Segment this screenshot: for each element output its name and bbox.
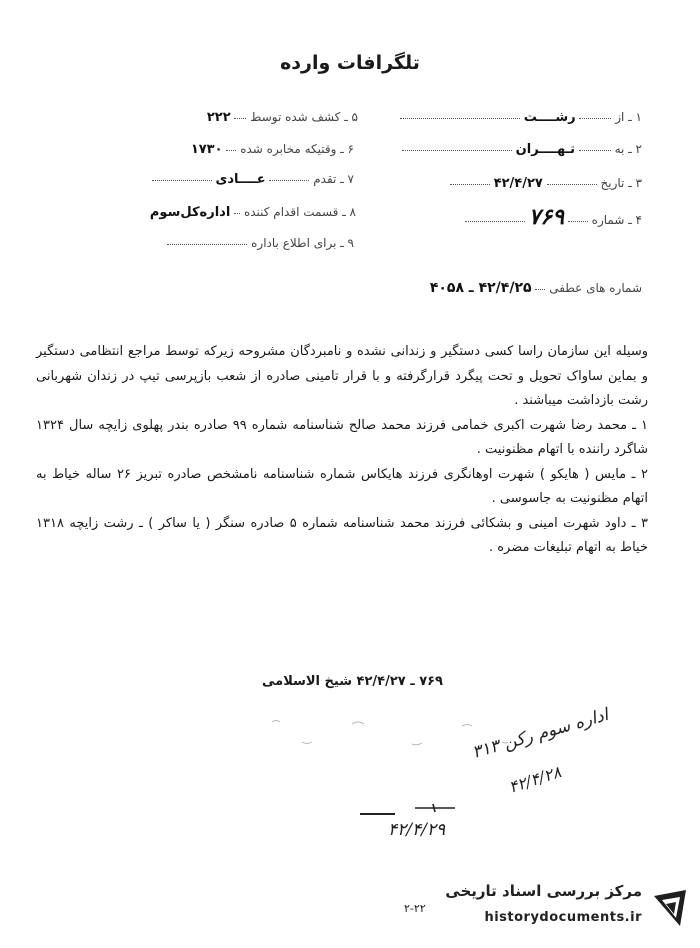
field-action-dept (76, 205, 356, 220)
field-date-value: ۴۲/۴/۲۷ (493, 176, 543, 191)
body-item-1: ۱ ـ محمد رضا شهرت اکبری خمامی فرزند محمد صالح شناسنامه شماره ۹۹ صادره بندر پهلوی زایچه سال ۱۳۲۴ شاگرد راننده با اتهام مظنونیت . (36, 417, 648, 457)
archive-logo-icon (646, 886, 694, 934)
field-priority (94, 172, 354, 187)
reference-label: شماره های عطفی (549, 281, 642, 295)
reference-numbers (322, 280, 642, 296)
field-from (402, 110, 642, 125)
document-title: تلگرافات وارده (280, 52, 420, 74)
field-priority-value: عــــادی (215, 172, 266, 187)
field-sent-time (94, 142, 354, 157)
body-item-3: ۳ ـ داود شهرت امینی و بشکائی فرزند محمد شناسنامه شماره ۵ صادره سنگر ( یا ساکر ) ـ رشت زایچه ۱۳۱۸ خیاط به اتهام تبلیغات مضره . (36, 515, 649, 555)
body-item-2: ۲ ـ مایس ( هایکو ) شهرت اوهانگری فرزند هایکاس شماره شناسنامه نامشخص صادره تبریز ۲۶ ساله خیاط به اتهام مظنونیت به جاسوسی . (36, 466, 648, 506)
watermark (404, 878, 696, 942)
field-date-label: ۳ ـ تاریخ (600, 176, 642, 190)
field-number-label: ۴ ـ شماره (591, 213, 642, 227)
field-decoded-by-value: ۲۲۲ (206, 110, 231, 125)
field-priority-label: ۷ ـ تقدم (313, 172, 354, 186)
body-intro: وسیله این سازمان راسا کسی دستگیر و زندانی نشده و نامبردگان مشروحه زیرکه توسط مراجع انتظامی دستگیر و بماین ساواک تحویل و تحت پیگرد قرارگرفته و با قرار تامینی صادره از شعب بازپرسی تیپ در زندان شهربانی رشت بازداشت میباشند . (36, 344, 648, 408)
field-action-dept-value: اداره‌کل‌سوم (149, 205, 231, 220)
watermark-url: historydocuments.ir (484, 910, 642, 925)
reference-value: ۴۲/۴/۲۵ ـ ۴۰۵۸ (429, 280, 532, 296)
handwritten-date-1: ۴۲/۴/۲۸ (506, 762, 564, 797)
field-to (402, 142, 642, 157)
field-number (392, 204, 642, 230)
watermark-page-number: ۲-۲۲ (404, 902, 426, 915)
signature-line: ۷۶۹ ـ ۴۲/۴/۲۷ شیخ الاسلامی (262, 674, 443, 689)
field-sent-time-value: ۱۷۳۰ (190, 142, 223, 157)
field-from-label: ۱ ـ از (615, 110, 642, 124)
field-date (392, 176, 642, 191)
field-to-value: تـهــــران (515, 142, 575, 157)
field-number-value: ۷۶۹ (528, 204, 565, 230)
watermark-name: مرکز بررسی اسناد تاریخی (445, 882, 642, 900)
field-to-label: ۲ ـ به (614, 142, 642, 156)
handwritten-date-2: ۴۲/۴/۲۹ (388, 820, 446, 840)
field-from-value: رشــــت (523, 110, 576, 125)
field-sent-time-label: ۶ ـ وقتیکه مخابره شده (240, 142, 354, 156)
field-action-dept-label: ۸ ـ قسمت اقدام کننده (243, 205, 356, 219)
field-decoded-by-label: ۵ ـ کشف شده توسط (250, 110, 358, 124)
handwritten-strokes (355, 802, 485, 822)
field-decoded-by (118, 110, 358, 125)
field-inform-label: ۹ ـ برای اطلاع باداره (251, 236, 354, 250)
telegram-body (36, 340, 648, 561)
field-inform (94, 236, 354, 251)
handwritten-note: اداره سوم رکن ۳۱۳ (469, 705, 611, 763)
